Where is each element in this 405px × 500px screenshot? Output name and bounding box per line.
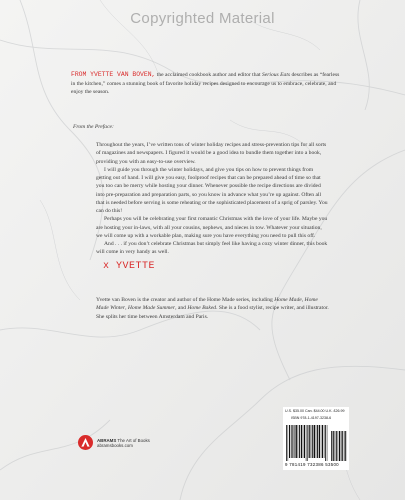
book-title: Home Made	[274, 297, 302, 303]
bio-separator: ,	[301, 297, 305, 303]
bio-text-2: . She is a food stylist, recipe writer, and illustrator. She splits her time between Amsterdam and Paris.	[96, 305, 329, 320]
publisher-text	[97, 438, 150, 449]
abrams-a-icon	[78, 435, 93, 450]
preface-paragraph: Throughout the years, I’ve written tons of winter holiday recipes and stress-prevention tips for all sorts of magazines and newspapers. I figured it would be a good idea to bundle them together into a book, providing you with an easy-to-use overview.	[96, 142, 327, 165]
intro-blurb	[71, 71, 343, 97]
author-highlight: FROM YVETTE VAN BOVEN,	[71, 71, 156, 78]
copyright-watermark: Copyrighted Material	[130, 10, 275, 27]
ean-digits	[285, 462, 339, 467]
bio-text-1: Yvette van Boven is the creator and author of the Home Made series, including	[96, 297, 275, 303]
publication-name: Serious Eats	[261, 72, 291, 78]
preface-paragraph: And . . . if you don’t celebrate Christmas but simply feel like having a cozy winter dinner, this book will come in very handy as well.	[96, 241, 328, 256]
isbn-line: ISBN 978-1-4197-3238-6	[291, 416, 332, 420]
preface-label: From the Preface:	[73, 124, 114, 130]
publisher-logo	[78, 433, 178, 457]
intro-text-1: the acclaimed cookbook author and editor that	[155, 72, 262, 78]
barcode-panel	[283, 407, 349, 470]
preface-paragraph: Perhaps you will be celebrating your first romantic Christmas with the love of your life. Maybe you are hosting your in-laws, with all your cousins, nephews, and nieces in tow. Whatever your situation, we will come up with a workable plan, making sure you have everything you need to pull this off.	[96, 216, 328, 239]
price-line: U.S. $35.00 Can. $44.00 U.K. £26.99	[285, 409, 345, 413]
publisher-name: ABRAMS	[97, 438, 117, 443]
book-title: Home Baked	[187, 305, 217, 312]
ean-addon: 53500	[325, 462, 339, 467]
book-title: Home Made Summer	[127, 305, 176, 312]
author-signature: x YVETTE	[103, 261, 156, 272]
preface-excerpt	[96, 141, 328, 257]
book-title: Home Made Winter	[96, 297, 318, 312]
bio-separator: , and	[175, 305, 188, 312]
author-bio	[96, 296, 330, 321]
publisher-website: abramsbooks.com	[97, 443, 133, 449]
ean-number: 9 781419 732386	[285, 462, 324, 467]
barcode-graphic	[285, 425, 347, 461]
bio-separator: ,	[125, 305, 128, 312]
publisher-tagline: The Art of Books	[117, 438, 150, 443]
preface-paragraph: I will guide you through the winter holidays, and give you tips on how to prevent things from getting out of hand. I will give you easy, foolproof recipes that can be prepared ahead of time so that you too can be merry while hosting your dinner. Whenever possible the recipe directions are divided into pre-preparation and preparation parts, so you know in advance what you’re up against. Often all that is needed before serving is some reheating or the sophisticated placement of a sprig of parsley. You can do this!	[96, 166, 328, 214]
intro-text-2: describes as “fearless in the kitchen,” comes a stunning book of favorite holiday recipes designed to encourage us to embrace, celebrate, and enjoy the season.	[71, 72, 340, 96]
